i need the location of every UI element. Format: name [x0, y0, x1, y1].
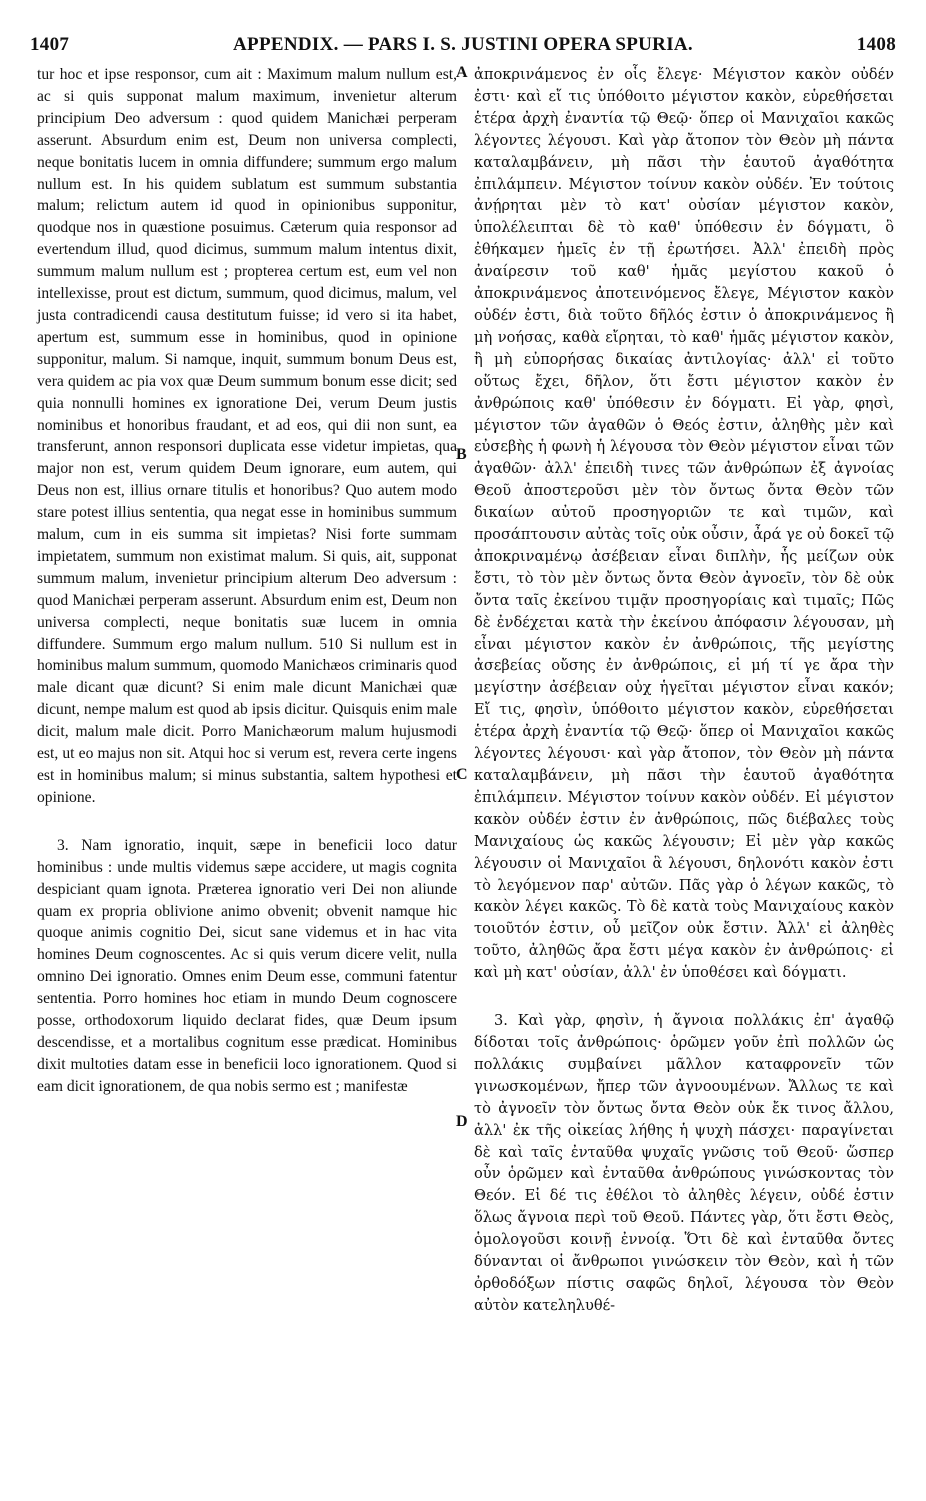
- greek-paragraph-1: ἀποκρινάμενος ἐν οἷς ἔλεγε· Μέγιστον κακὸν οὐδέν ἐστι· καὶ εἴ τις ὑπόθοιτο μέγιστον κακὸν, εὑρεθήσεται ἑτέρα ἀρχὴ ἐναντία τῷ Θεῷ· ὅπερ οἱ Μανιχαῖοι κακῶς λέγοντες λέγουσι. Καὶ γὰρ ἄτοπον τὸν Θεὸν μὴ πάντα καταλαμβάνειν, μὴ πᾶσι τὴν ἑαυτοῦ ἀγαθότητα ἐπιλάμπειν. Μέγιστον τοίνυν κακὸν οὐδέν. Ἐν τούτοις ἀνῄρηται μὲν τὸ κατ' οὐσίαν μέγιστον κακὸν, ὑπολέλειπται δὲ τὸ καθ' ὑπόθεσιν ἐν δόγματι, ὃ ἐθήκαμεν ἡμεῖς ἐν τῇ ἐρωτήσει. Ἀλλ' ἐπειδὴ πρὸς ἀναίρεσιν τοῦ καθ' ἡμᾶς μεγίστου κακοῦ ὁ ἀποκρινάμενος ἀποτεινόμενος ἔλεγε, Μέγιστον κακὸν οὐδέν ἐστι, διὰ τοῦτο δῆλός ἐστιν ὁ ἀποκρινάμενος ἢ μὴ νοήσας, καθὰ εἴρηται, τὸ καθ' ἡμᾶς μέγιστον κακὸν, ἢ μὴ εὐπορήσας δικαίας ἀντιλογίας· ἀλλ' εἰ τοῦτο οὕτως ἔχει, δῆλον, ὅτι ἔστι μέγιστον κακὸν ἐν ἀνθρώποις καθ' ὑπόθεσιν ἐν δόγματι. Εἰ γὰρ, φησὶ, μέγιστον τῶν ἀγαθῶν ὁ Θεός ἐστιν, ἀληθὴς μὲν καὶ εὐσεβὴς ἡ φωνὴ ἡ λέγουσα τὸν Θεὸν μέγιστον εἶναι τῶν ἀγαθῶν· ἀλλ' ἐπειδὴ τινες τῶν ἀνθρώπων ἐξ ἀγνοίας Θεοῦ ἀποστεροῦσι μὲν τὸν ὄντως ὄντα Θεὸν τῶν δικαίων αὐτοῦ προσηγοριῶν τε καὶ τιμῶν, καὶ προσάπτουσιν αὐτὰς τοῖς οὐκ οὖσιν, ἆρά γε οὐ δοκεῖ τῷ ἀποκριναμένῳ ἀσέβειαν εἶναι διπλὴν, ἧς μείζων οὐκ ἔστι, τὸ τὸν μὲν ὄντως ὄντα Θεὸν ἀγνοεῖν, τὸν δὲ οὐκ ὄντα ταῖς ἐκείνου τιμᾷν προσηγορίαις καὶ τιμαῖς; Πῶς δὲ ἐνδέχεται κατὰ τὴν ἐκείνου ἀπόφασιν λέγουσαν, μὴ εἶναι μέγιστον κακὸν ἐν ἀνθρώποις, τῆς μεγίστης ἀσεβείας οὔσης ἐν ἀνθρώποις, εἰ μή τί γε ἄρα τὴν μεγίστην ἀσέβειαν οὐχ ἡγεῖται μέγιστον εἶναι κακόν; Εἴ τις, φησὶν, ὑπόθοιτο μέγιστον κακὸν, εὑρεθήσεται ἑτέρα ἀρχὴ ἐναντία τῷ Θεῷ· ὅπερ οἱ Μανιχαῖοι κακῶς λέγοντες λέγουσι· καὶ γὰρ ἄτοπον, τὸν Θεὸν μὴ πάντα καταλαμβάνειν, μὴ πᾶσι τὴν ἑαυτοῦ ἀγαθότητα ἐπιλάμπειν. Μέγιστον τοίνυν κακὸν οὐδέν. Εἰ μέγιστον κακὸν οὐδέν ἐστιν ἐν ἀνθρώποις, πῶς διέβαλες τοὺς Μανιχαίους ὡς κακῶς λέγουσιν; Εἰ μὲν γὰρ κακῶς λέγουσιν οἱ Μανιχαῖοι ἃ λέγουσι, δηλονότι κακὸν ἐστι τὸ λεγόμενον παρ' αὐτῶν. Πᾶς γὰρ ὁ λέγων κακῶς, τὸ κακὸν λέγει κακῶς. Τὸ δὲ κατὰ τοὺς Μανιχαίους κακὸν τοιοῦτόν ἐστιν, οὗ μεῖζον οὐκ ἔστιν. Ἀλλ' εἰ ἀληθὲς τοῦτο, ἀληθῶς ἄρα ἔστι μέγα κακὸν ἐν ἀνθρώποις· εἰ καὶ μὴ κατ' οὐσίαν, ἀλλ' ἐν ὑποθέσει καὶ δόγματι.: [474, 66, 894, 982]
- greek-column: [474, 64, 894, 1317]
- latin-column: [37, 64, 457, 1098]
- running-title: APPENDIX. — PARS I. S. JUSTINI OPERA SPURIA.: [233, 34, 693, 55]
- margin-marker-c: C: [456, 766, 468, 783]
- margin-marker-a: A: [456, 64, 468, 81]
- margin-marker-b: B: [456, 446, 467, 463]
- page-number-left: 1407: [30, 34, 70, 55]
- page-number-right: 1408: [856, 34, 896, 55]
- greek-paragraph-2: 3. Καὶ γὰρ, φησὶν, ἡ ἄγνοια πολλάκις ἐπ' ἀγαθῷ δίδοται τοῖς ἀνθρώποις· ὁρῶμεν γοῦν ἐπὶ πολλῶν ὡς πολλάκις συμβαίνει μᾶλλον καταφρονεῖν τῶν γινωσκομένων, ἤπερ τῶν ἀγνοουμένων. Ἄλλως τε καὶ τὸ ἀγνοεῖν τὸν ὄντως ὄντα Θεὸν οὐκ ἔκ τινος ἄλλου, ἀλλ' ἐκ τῆς οἰκείας λήθης ἡ ψυχὴ πάσχει· παραγίνεται δὲ καὶ ταῖς ἐνταῦθα ψυχαῖς γνῶσις τοῦ Θεοῦ· ὥσπερ οὖν ὁρῶμεν καὶ ἐνταῦθα ἀνθρώπους γινώσκοντας τὸν Θεόν. Εἰ δέ τις ἐθέλοι τὸ ἀληθὲς λέγειν, οὐδέ ἐστιν ὅλως ἄγνοια περὶ τοῦ Θεοῦ. Πάντες γὰρ, ὅτι ἔστι Θεὸς, ὁμολογοῦσι κοινῇ ἐννοίᾳ. Ὅτι δὲ καὶ ἐνταῦθα ὄντες δύνανται οἱ ἄνθρωποι γινώσκειν τὸν Θεὸν, καὶ ἡ τῶν ὀρθοδόξων πίστις σαφῶς δηλοῖ, λέγουσα τὸν Θεὸν αὐτὸν κατεληλυθέ-: [474, 1012, 894, 1314]
- margin-marker-d: D: [456, 1113, 468, 1130]
- latin-paragraph-2: 3. Nam ignoratio, inquit, sæpe in beneficii loco datur hominibus : unde multis videmus sæpe accidere, ut magis cognita despiciant quam ignota. Præterea ignoratio veri Dei non aliunde quam ex propria oblivione animo obvenit; obvenit namque hic quoque animis cognitio Dei, sicut sane videmus et in hac vita homines Deum cognoscentes. Ac si quis verum dicere velit, nulla omnino Dei ignoratio. Omnes enim Deum esse, communi fatentur sententia. Porro homines hoc etiam in mundo Deum cognoscere posse, orthodoxorum liquido declarat fides, quæ Deum ipsum descendisse, et a mortalibus cognitum esse prædicat. Hominibus dixit multoties datam esse in beneficii loco ignorationem. Quod si eam dicit ignorationem, de qua nobis sermo est ; manifestæ: [37, 836, 457, 1095]
- running-header: [30, 30, 896, 60]
- latin-paragraph-1: tur hoc et ipse responsor, cum ait : Maximum malum nullum est, ac si quis supponat malum maximum, invenietur alterum principium Deo adversum : quod quidem Manichæi perperam asserunt. Absurdum enim est, Deum non universa complecti, neque bonitatis lucem in omnia diffundere; summum ergo malum nullum est. In his quidem sublatum est summum substantia malum; relictum autem id quod in opinionibus supponitur, quodque nos in quæstione posuimus. Cæterum quia responsor ad evertendum illud, quod dicimus, summum malum intentus dixit, summum malum nullum est ; propterea certum est, eum vel non intellexisse, prout est dictum, summum, quod dicimus, malum, vel justa contradicendi causa destitutum fuisse; id vero si ita habet, apertum est, summum esse in hominibus, quod in opinione supponitur, malum. Si namque, inquit, summum bonum Deus est, vera quidem ac pia vox quæ Deum summum bonum esse dicit; sed quia nonnulli homines ex ignoratione Dei, verum Deum justis nominibus et honoribus fraudant, et ad eos, qui dii non sunt, ea transferunt, annon responsori duplicata esse videtur impietas, qua major non est, verum quidem Deum ignorare, eum autem, qui Deus non est, illius ornare titulis et honoribus? Quo autem modo stare potest illius sententia, qua negat esse in hominibus summum malum, cum in eis summa sit impietas? Nisi forte summam impietatem, summum non existimat malum. Si quis, ait, supponat summum malum, invenietur principium alterum Deo adversum : quod Manichæi perperam asserunt. Absurdum enim est, Deum non universa complecti, neque bonitatis suæ lucem in omnia diffundere. Summum ergo malum nullum. 510 Si nullum est in hominibus malum summum, quomodo Manichæos criminaris quod male dicant quæ dicunt? Si enim male dicunt Manichæi quæ dicunt, nempe malum est quod ab ipsis dicitur. Quisquis enim male dicit, malum male dicit. Porro Manichæorum malum hujusmodi est, ut eo majus non sit. Atqui hoc si verum est, revera certe ingens est in hominibus malum; si minus substantia, saltem hypothesi et opinione.: [37, 66, 457, 806]
